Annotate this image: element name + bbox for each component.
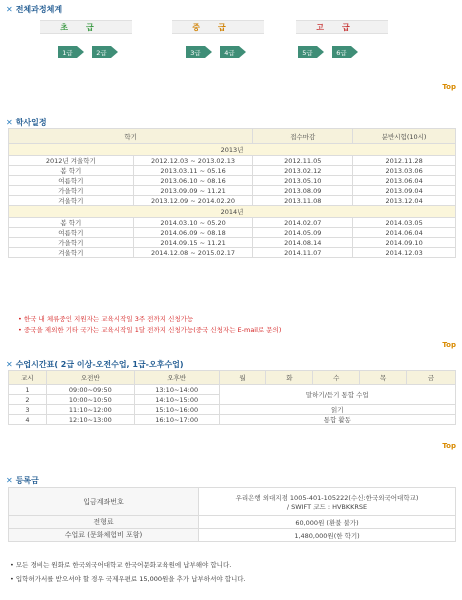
table-row: 입금계좌번호 우리은행 외대지점 1005-401-105222(수신:한국외국어대학교) / SWIFT 코드 : HVBKKRSE [9, 488, 456, 516]
table-row: 2012년 겨울학기 2012.12.03 ~ 2013.02.13 2012.11.05 2012.11.28 [9, 156, 456, 166]
level-intermediate: 중급 [172, 20, 264, 34]
activity-cell: 말하기/듣기 통합 수업 [219, 385, 455, 405]
table-row: 2 10:00~10:50 14:10~15:00 [9, 395, 456, 405]
section-marker-icon: ✕ [6, 360, 13, 369]
table-header-row [9, 129, 456, 144]
col-header-term: 학기 [9, 129, 253, 144]
grade-group-intermediate [186, 46, 246, 58]
activity-cell: 통합 활동 [219, 415, 455, 425]
year-row: 2014년 [9, 206, 456, 218]
table-row: 가을학기 2014.09.15 ~ 11.21 2014.08.14 2014.09.10 [9, 238, 456, 248]
top-link[interactable]: Top [442, 442, 456, 450]
table-row: 3 11:10~12:00 15:10~16:00 읽기 [9, 405, 456, 415]
fee-note-currency: • 모든 경비는 원화로 한국외국어대학교 한국어문화교육원에 납부해야 합니다. [10, 561, 232, 569]
curriculum-section-title: ✕ 전체과정체계 [6, 5, 63, 14]
col-header-placement: 분반시험(10시) [353, 129, 456, 144]
arrow-icon [111, 46, 118, 58]
arrow-icon [351, 46, 358, 58]
grade-2: 2급 [92, 46, 111, 58]
note-domestic: • 한국 내 체류중인 지원자는 교육시작일 3주 전까지 신청가능 [18, 315, 194, 323]
table-row: 1 09:00~09:50 13:10~14:00 말하기/듣기 통합 수업 [9, 385, 456, 395]
arrow-icon [205, 46, 212, 58]
grade-3: 3급 [186, 46, 205, 58]
note-international: • 중국을 제외한 기타 국가는 교육시작일 1달 전까지 신청가능(중국 신청자는 E-mail로 문의) [18, 326, 282, 334]
table-row: 전형료 60,000원 (환불 불가) [9, 516, 456, 529]
level-advanced: 고급 [296, 20, 388, 34]
academic-section-title: ✕ 학사일정 [6, 118, 47, 127]
grade-group-advanced [298, 46, 358, 58]
activity-cell: 읽기 [219, 405, 455, 415]
section-marker-icon: ✕ [6, 5, 13, 14]
section-marker-icon: ✕ [6, 118, 13, 127]
table-row: 봄 학기 2014.03.10 ~ 05.20 2014.02.07 2014.03.05 [9, 218, 456, 228]
table-row: 가을학기 2013.09.09 ~ 11.21 2013.08.09 2013.09.04 [9, 186, 456, 196]
arrow-icon [77, 46, 84, 58]
grade-4: 4급 [220, 46, 239, 58]
grade-6: 6급 [332, 46, 351, 58]
table-row: 여름학기 2013.06.10 ~ 08.16 2013.05.10 2013.06.04 [9, 176, 456, 186]
table-row: 겨울학기 2013.12.09 ~ 2014.02.20 2013.11.08 2013.12.04 [9, 196, 456, 206]
top-link[interactable]: Top [442, 341, 456, 349]
grade-group-beginner [58, 46, 118, 58]
section-marker-icon: ✕ [6, 476, 13, 485]
arrow-icon [239, 46, 246, 58]
classtime-section-title: ✕ 수업시간표( 2급 이상-오전수업, 1급-오후수업) [6, 360, 184, 369]
table-row: 겨울학기 2014.12.08 ~ 2015.02.17 2014.11.07 2014.12.03 [9, 248, 456, 258]
academic-calendar-table [8, 128, 456, 258]
arrow-icon [317, 46, 324, 58]
top-link[interactable]: Top [442, 83, 456, 91]
class-schedule-table [8, 370, 456, 425]
fee-note-postage: • 입학허가서를 받으셔야 할 경우 국제우편료 15,000원을 추가 납부하셔야 합니다. [10, 575, 246, 583]
table-row: 여름학기 2014.06.09 ~ 08.18 2014.05.09 2014.06.04 [9, 228, 456, 238]
grade-5: 5급 [298, 46, 317, 58]
fees-table [8, 487, 456, 542]
col-header-deadline: 접수마감 [253, 129, 353, 144]
year-row: 2013년 [9, 144, 456, 156]
grade-1: 1급 [58, 46, 77, 58]
level-beginner: 초급 [40, 20, 132, 34]
table-header-row: 교시 오전반 오후반 월 화 수 목 금 [9, 371, 456, 385]
table-row: 4 12:10~13:00 16:10~17:00 통합 활동 [9, 415, 456, 425]
table-row: 봄 학기 2013.03.11 ~ 05.16 2013.02.12 2013.03.06 [9, 166, 456, 176]
table-row: 수업료 (문화체험비 포함) 1,480,000원(한 학기) [9, 529, 456, 542]
fees-section-title: ✕ 등록금 [6, 476, 39, 485]
